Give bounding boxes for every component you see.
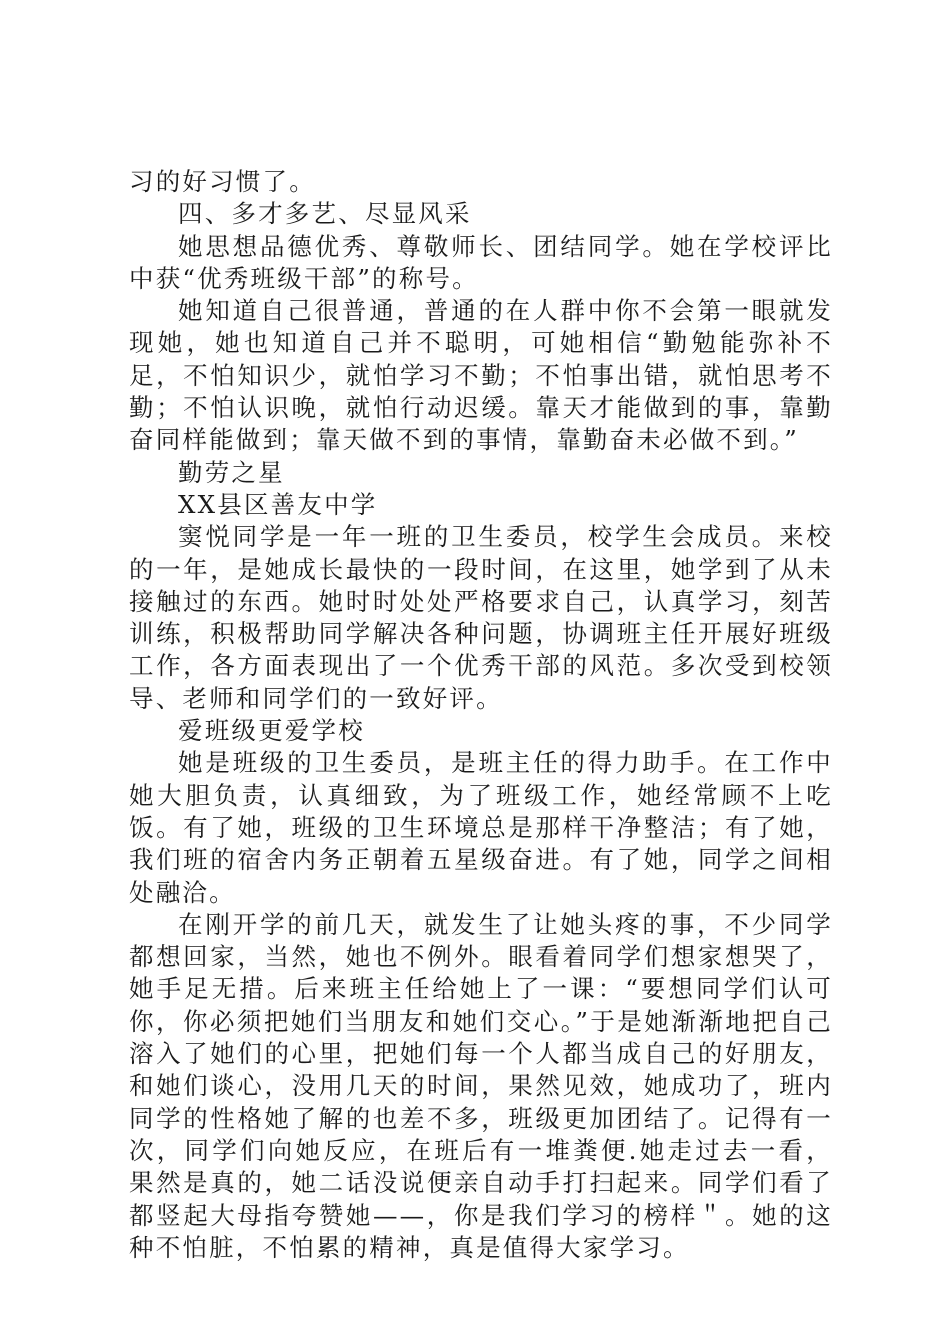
paragraph-diligence-quote: 她知道自己很普通，普通的在人群中你不会第一眼就发现她，她也知道自己并不聪明，可她相信“勤勉能弥补不足，不怕知识少，就怕学习不勤；不怕事出错，就怕思考不勤；不怕认识晚，就怕行动迟缓。靠天才能做到的事，靠勤奋同样能做到；靠天做不到的事情，靠勤奋未必做不到。” (129, 296, 833, 455)
paragraph-introduction: 窦悦同学是一年一班的卫生委员，校学生会成员。来校的一年，是她成长最快的一段时间，在这里，她学到了从未接触过的东西。她时时处处严格要求自己，认真学习，刻苦训练，积极帮助同学解决各种问题，协调班主任开展好班级工作，各方面表现出了一个优秀干部的风范。多次受到校领导、老师和同学们的一致好评。 (129, 522, 833, 713)
paragraph-hygiene-committee: 她是班级的卫生委员，是班主任的得力助手。在工作中她大胆负责，认真细致，为了班级工作，她经常顾不上吃饭。有了她，班级的卫生环境总是那样干净整洁；有了她，我们班的宿舍内务正朝着五星级奋进。有了她，同学之间相处融洽。 (129, 748, 833, 907)
section-heading-talents: 四、多才多艺、尽显风采 (178, 199, 472, 229)
school-name: XX县区善友中学 (178, 489, 378, 519)
paragraph-character: 她思想品德优秀、尊敬师长、团结同学。她在学校评比中获“优秀班级干部”的称号。 (129, 231, 833, 293)
section-heading-hardworking-star: 勤劳之星 (178, 457, 285, 487)
paragraph-story: 在刚开学的前几天，就发生了让她头疼的事，不少同学都想回家，当然，她也不例外。眼看着同学们想家想哭了，她手足无措。后来班主任给她上了一课：“要想同学们认可你，你必须把她们当朋友和她们交心。”于是她渐渐地把自己溶入了她们的心里，把她们每一个人都当成自己的好朋友，和她们谈心，没用几天的时间，果然见效，她成功了，班内同学的性格她了解的也差不多，班级更加团结了。记得有一次，同学们向她反应，在班后有一堆粪便.她走过去一看，果然是真的，她二话没说便亲自动手打扫起来。同学们看了都竖起大母指夸赞她——，你是我们学习的榜样＂。她的这种不怕脏，不怕累的精神，真是值得大家学习。 (129, 909, 833, 1262)
paragraph-continuation: 习的好习惯了。 (129, 167, 316, 196)
document-body (129, 166, 833, 1264)
section-heading-love-class: 爱班级更爱学校 (178, 716, 365, 746)
